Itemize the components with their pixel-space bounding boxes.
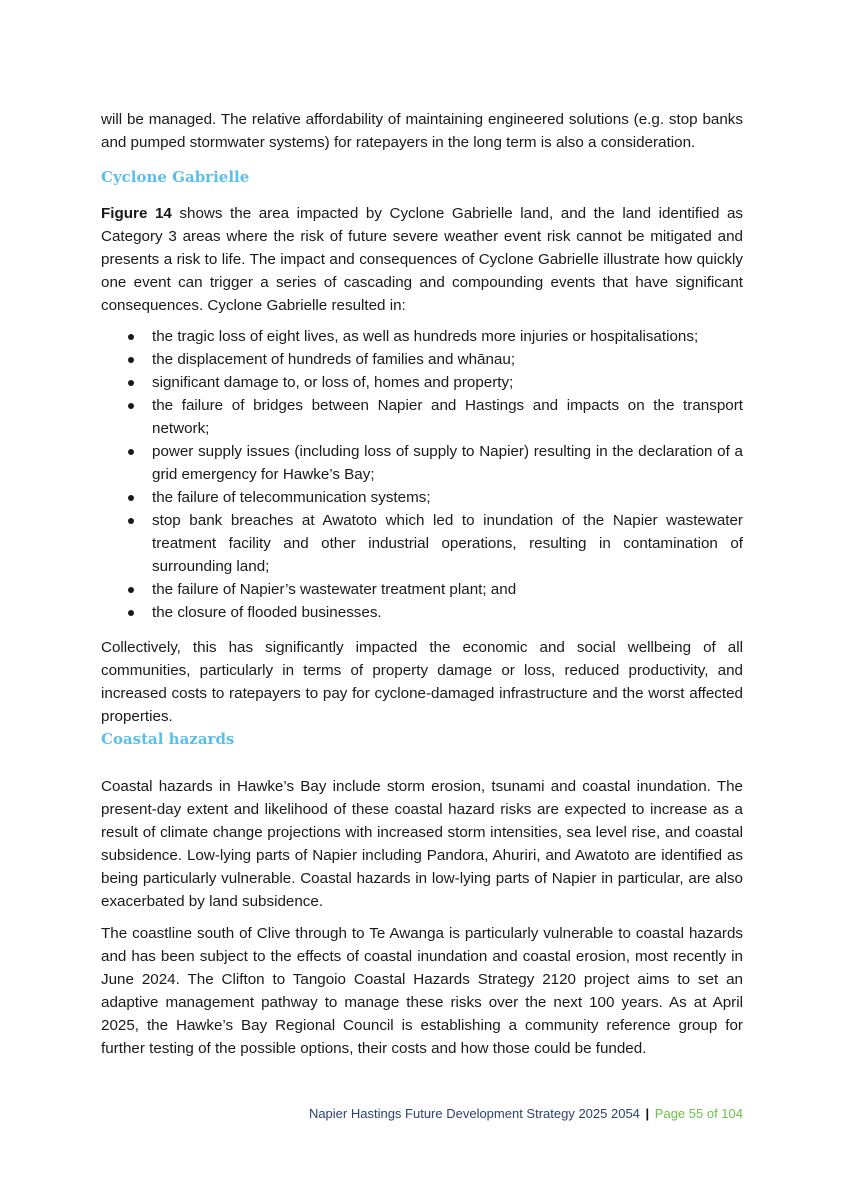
intro-paragraph: will be managed. The relative affordability of maintaining engineered solutions (e.g. stop banks and pumped stormwater systems) for ratepayers in the long term is also a consideration. [101,111,743,151]
list-item: stop bank breaches at Awatoto which led to inundation of the Napier wastewater treatment facility and other industrial operations, resulting in contamination of surrounding land; [101,509,743,578]
list-item: the failure of bridges between Napier and Hastings and impacts on the transport network; [101,394,743,440]
cyclone-text: shows the area impacted by Cyclone Gabrielle land, and the land identified as Category 3 areas where the risk of future severe weather event risk cannot be mitigated and presents a risk to life. The impact and consequences of Cyclone Gabrielle illustrate how quickly one event can trigger a series of cascading and compounding events that have significant consequences. Cyclone Gabrielle resulted in: [101,205,743,314]
coastal-paragraph-2: The coastline south of Clive through to Te Awanga is particularly vulnerable to coastal hazards and has been subject to the effects of coastal inundation and coastal erosion, most recently in June 2024. The Clifton to Tangoio Coastal Hazards Strategy 2120 project aims to set an adaptive management pathway to manage these risks over the next 100 years. As at April 2025, the Hawke’s Bay Regional Council is establishing a community reference group for further testing of the possible options, their costs and how those could be funded. [101,925,743,1057]
list-item: the failure of telecommunication systems; [101,486,743,509]
coastal-paragraph-1: Coastal hazards in Hawke’s Bay include storm erosion, tsunami and coastal inundation. The present-day extent and likelihood of these coastal hazard risks are expected to increase as a result of climate change projections with increased storm intensities, sea level rise, and coastal subsidence. Low-lying parts of Napier including Pandora, Ahuriri, and Awatoto are identified as being particularly vulnerable. Coastal hazards in low-lying parts of Napier in particular, are also exacerbated by land subsidence. [101,778,743,910]
list-item: power supply issues (including loss of supply to Napier) resulting in the declaration of a grid emergency for Hawke’s Bay; [101,440,743,486]
cyclone-paragraph [101,202,743,317]
heading-coastal-hazards: Coastal hazards [101,730,235,748]
heading-cyclone-gabrielle: Cyclone Gabrielle [101,168,250,186]
page-footer [309,1106,743,1121]
list-item: the tragic loss of eight lives, as well as hundreds more injuries or hospitalisations; [101,325,743,348]
footer-title: Napier Hastings Future Development Strategy 2025 2054 [308,1106,640,1121]
figure-reference: Figure 14 [101,205,172,222]
footer-separator: | [645,1106,650,1121]
list-item: the closure of flooded businesses. [101,601,743,624]
collectively-paragraph: Collectively, this has significantly impacted the economic and social wellbeing of all communities, particularly in terms of property damage or loss, reduced productivity, and increased costs to ratepayers to pay for cyclone-damaged infrastructure and the worst affected properties. [101,639,743,725]
impact-list [101,325,743,624]
list-item: significant damage to, or loss of, homes and property; [101,371,743,394]
list-item: the failure of Napier’s wastewater treatment plant; and [101,578,743,601]
list-item: the displacement of hundreds of families and whānau; [101,348,743,371]
page-number: Page 55 of 104 [654,1106,743,1121]
